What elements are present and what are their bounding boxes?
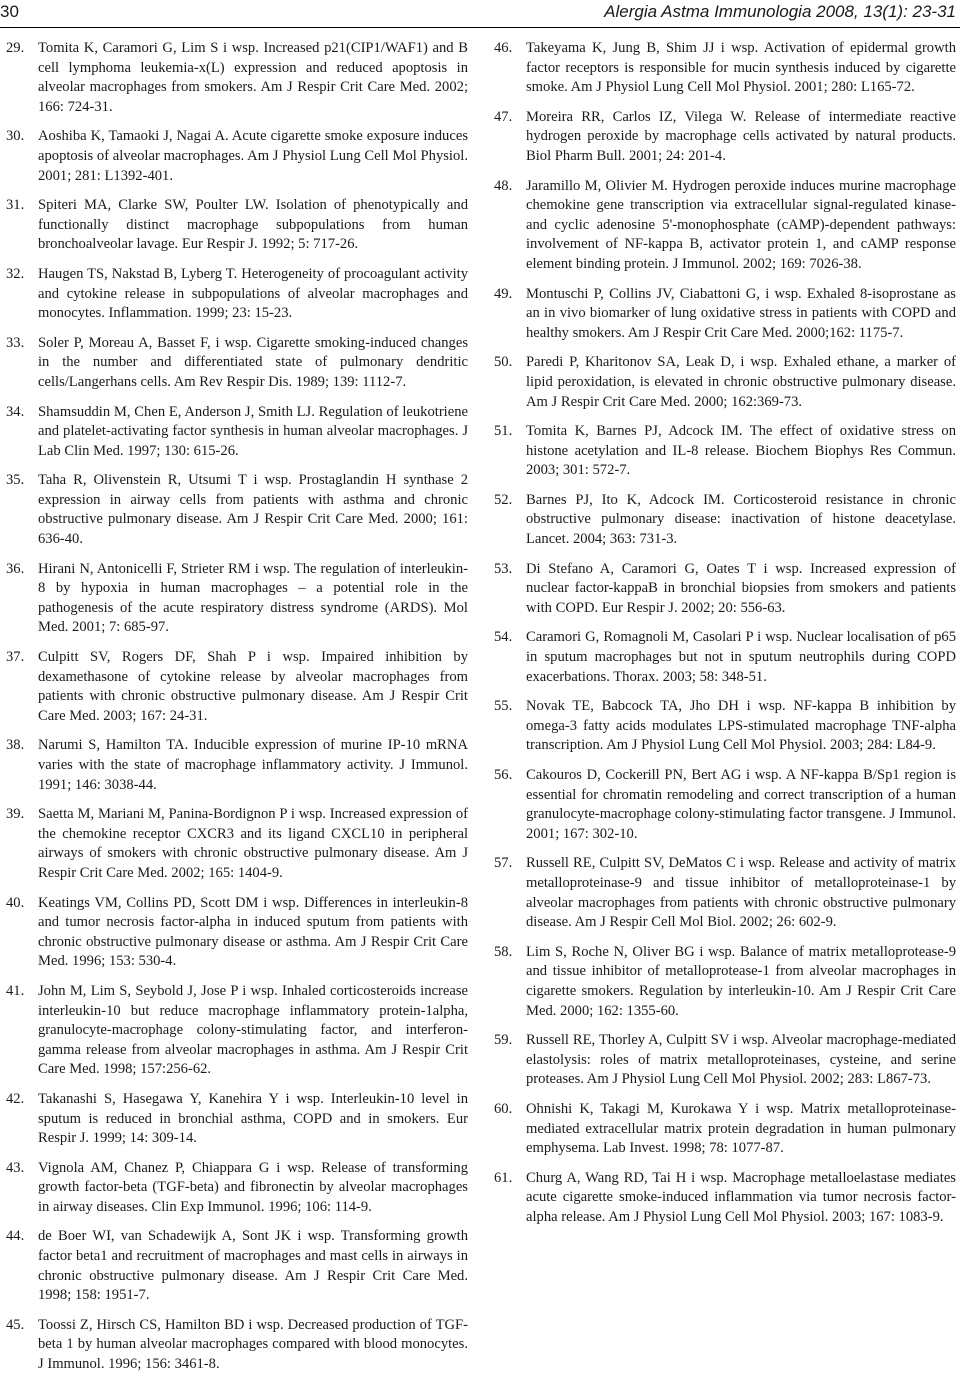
reference-item xyxy=(494,697,956,756)
reference-text: Tomita K, Barnes PJ, Adcock IM. The effect of oxidative stress on histone acetylation and IL-8 release. Biochem Biophys Res Commun. 2003; 301: 572-7. xyxy=(526,423,956,479)
reference-item xyxy=(6,560,468,638)
reference-item xyxy=(494,39,956,98)
reference-text: Russell RE, Thorley A, Culpitt SV i wsp. Alveolar macrophage-mediated elastolysis: roles of matrix metalloproteinases, cysteine, and serine proteases. Am J Physiol Lung Cell Mol Physiol. 2002; 283: L867-73. xyxy=(526,1032,956,1088)
reference-item xyxy=(6,805,468,883)
page-header xyxy=(0,0,960,30)
reference-number: 39. xyxy=(6,806,25,823)
reference-text: Jaramillo M, Olivier M. Hydrogen peroxide induces murine macrophage chemokine gene transcription via extracellular signal-regulated kinase- and cyclic adenosine 5'-monophosphate (cAMP)-dependent pathways: involvement of NF-kappa B, activator protein 1, and cAMP response element binding protein. J Immunol. 2002; 169: 7026-38. xyxy=(526,177,956,272)
reference-number: 32. xyxy=(6,265,25,282)
page-number: 30 xyxy=(0,2,19,21)
reference-number: 34. xyxy=(6,403,25,420)
reference-number: 54. xyxy=(494,629,513,646)
reference-text: Churg A, Wang RD, Tai H i wsp. Macrophage metalloelastase mediates acute cigarette smoke-induced inflammation via tumor necrosis factor-alpha release. Am J Physiol Lung Cell Mol Physiol. 2003; 167: 1083-9. xyxy=(526,1169,956,1225)
reference-number: 58. xyxy=(494,943,513,960)
reference-text: Di Stefano A, Caramori G, Oates T i wsp. Increased expression of nuclear factor-kappaB in bronchial biopsies from smokers and patients with COPD. Eur Respir J. 2002; 20: 556-63. xyxy=(526,560,956,616)
reference-item xyxy=(494,854,956,932)
reference-item xyxy=(6,1316,468,1375)
reference-text: Novak TE, Babcock TA, Jho DH i wsp. NF-kappa B inhibition by omega-3 fatty acids modulates LPS-stimulated macrophage TNF-alpha transcription. Am J Physiol Lung Cell Mol Physiol. 2003; 284: L84-9. xyxy=(526,698,956,754)
reference-item xyxy=(6,1090,468,1149)
reference-item xyxy=(494,766,956,844)
reference-item xyxy=(494,422,956,481)
reference-number: 37. xyxy=(6,649,25,666)
reference-item xyxy=(494,285,956,344)
reference-number: 36. xyxy=(6,560,25,577)
reference-number: 55. xyxy=(494,698,513,715)
reference-text: de Boer WI, van Schadewijk A, Sont JK i wsp. Transforming growth factor beta1 and recruitment of macrophages and mast cells in airways in chronic obstructive pulmonary disease. Am J Respir Crit Care Med. 1998; 158: 1951-7. xyxy=(38,1228,468,1304)
reference-number: 53. xyxy=(494,560,513,577)
reference-item xyxy=(494,943,956,1021)
reference-item xyxy=(6,1159,468,1218)
reference-text: Ohnishi K, Takagi M, Kurokawa Y i wsp. Matrix metalloproteinase-mediated extracellular matrix protein degradation in human pulmonary emphysema. Lab Invest. 1998; 78: 1077-87. xyxy=(526,1100,956,1157)
reference-text: Narumi S, Hamilton TA. Inducible expression of murine IP-10 mRNA varies with the state of macrophage inflammatory activity. J Immunol. 1991; 146: 3038-44. xyxy=(38,737,468,793)
references-right-column xyxy=(494,39,956,1237)
reference-item xyxy=(494,353,956,412)
reference-number: 44. xyxy=(6,1228,25,1245)
reference-number: 56. xyxy=(494,767,513,783)
reference-number: 59. xyxy=(494,1032,513,1049)
reference-number: 40. xyxy=(6,894,25,911)
reference-text: Lim S, Roche N, Oliver BG i wsp. Balance of matrix metalloprotease-9 and tissue inhibitor of metalloprotease-1 from alveolar macrophages in cigarette smokers. Regulation by interleukin-10. Am J Respir Crit Care Med. 2000; 162: 1355-60. xyxy=(526,943,956,1019)
reference-item xyxy=(6,127,468,186)
reference-text: John M, Lim S, Seybold J, Jose P i wsp. Inhaled corticosteroids increase interleukin-10 but reduce macrophage inflammatory protein-1alpha, granulocyte-macrophage colony-stimulating factor, and interferon-gamma release from alveolar macrophages in asthma. Am J Respir Crit Care Med. 1998; 157:256-62. xyxy=(38,982,468,1078)
reference-number: 33. xyxy=(6,334,25,351)
reference-number: 46. xyxy=(494,40,513,56)
reference-number: 52. xyxy=(494,491,513,508)
reference-item xyxy=(6,403,468,462)
reference-number: 31. xyxy=(6,197,25,214)
reference-item xyxy=(494,1169,956,1228)
reference-text: Montuschi P, Collins JV, Ciabattoni G, i wsp. Exhaled 8-isoprostane as an in vivo biomarker of lung oxidative stress in patients with COPD and healthy smokers. Am J Respir Crit Care Med. 2000;162: 1175-7. xyxy=(526,285,956,341)
reference-number: 38. xyxy=(6,737,25,754)
reference-item xyxy=(494,177,956,275)
reference-number: 47. xyxy=(494,108,513,125)
reference-item xyxy=(6,334,468,393)
reference-number: 41. xyxy=(6,982,25,999)
reference-text: Culpitt SV, Rogers DF, Shah P i wsp. Impaired inhibition by dexamethasone of cytokine release by alveolar macrophages from patients with chronic obstructive pulmonary disease. Am J Respir Crit Care Med. 2003; 167: 24-31. xyxy=(38,649,468,724)
reference-text: Saetta M, Mariani M, Panina-Bordignon P i wsp. Increased expression of the chemokine receptor CXCR3 and its ligand CXCL10 in peripheral airways of smokers with chronic obstructive pulmonary disease. Am J Respir Crit Care Med. 2002; 165: 1404-9. xyxy=(38,806,468,881)
reference-text: Paredi P, Kharitonov SA, Leak D, i wsp. Exhaled ethane, a marker of lipid peroxidation, is elevated in chronic obstructive pulmonary disease. Am J Respir Crit Care Med. 2000; 162:369-73. xyxy=(526,354,956,410)
reference-text: Shamsuddin M, Chen E, Anderson J, Smith LJ. Regulation of leukotriene and platelet-activating factor synthesis in human alveolar macrophages. J Lab Clin Med. 1997; 130: 615-26. xyxy=(38,403,468,459)
reference-number: 29. xyxy=(6,40,25,56)
reference-item xyxy=(494,628,956,687)
reference-item xyxy=(6,982,468,1080)
reference-item xyxy=(6,894,468,972)
reference-number: 61. xyxy=(494,1169,513,1186)
reference-number: 45. xyxy=(6,1316,25,1333)
reference-text: Russell RE, Culpitt SV, DeMatos C i wsp. Release and activity of matrix metalloproteinase-9 and tissue inhibitor of metalloproteinase-1 by alveolar macrophages from patients with chronic obstructive pulmonary disease. Am J Respir Cell Mol Biol. 2002; 26: 602-9. xyxy=(526,855,956,931)
reference-text: Keatings VM, Collins PD, Scott DM i wsp. Differences in interleukin-8 and tumor necrosis factor-alpha in induced sputum from patients with chronic obstructive pulmonary disease or asthma. Am J Respir Crit Care Med. 1996; 153: 530-4. xyxy=(38,894,468,970)
reference-text: Cakouros D, Cockerill PN, Bert AG i wsp. A NF-kappa B/Sp1 region is essential for chromatin remodeling and correct transcription of a human granulocyte-macrophage colony-stimulating factor transgene. J Immunol. 2001; 167: 302-10. xyxy=(526,767,956,842)
reference-item xyxy=(6,736,468,795)
reference-number: 57. xyxy=(494,855,513,872)
reference-text: Hirani N, Antonicelli F, Strieter RM i wsp. The regulation of interleukin-8 by hypoxia in human macrophages – a potential role in the pathogenesis of the acute respiratory distress syndrome (ARDS). Mol Med. 2001; 7: 685-97. xyxy=(38,560,468,636)
reference-text: Soler P, Moreau A, Basset F, i wsp. Cigarette smoking-induced changes in the number and differentiated state of pulmonary dendritic cells/Langerhans cells. Am Rev Respir Dis. 1989; 139: 1112-7. xyxy=(38,334,468,390)
reference-item xyxy=(494,108,956,167)
reference-item xyxy=(6,471,468,549)
reference-number: 43. xyxy=(6,1159,25,1176)
reference-text: Caramori G, Romagnoli M, Casolari P i wsp. Nuclear localisation of p65 in sputum macrophages but not in sputum neutrophils during COPD exacerbations. Thorax. 2003; 58: 348-51. xyxy=(526,629,956,685)
reference-text: Barnes PJ, Ito K, Adcock IM. Corticosteroid resistance in chronic obstructive pulmonary disease: inactivation of histone deacetylase. Lancet. 2004; 363: 731-3. xyxy=(526,491,956,548)
reference-text: Takeyama K, Jung B, Shim JJ i wsp. Activation of epidermal growth factor receptors is responsible for mucin synthesis induced by cigarette smoke. Am J Physiol Lung Cell Mol Physiol. 2001; 280: L165-72. xyxy=(526,40,956,96)
reference-text: Haugen TS, Nakstad B, Lyberg T. Heterogeneity of procoagulant activity and cytokine release in subpopulations of alveolar macrophages and monocytes. Inflammation. 1999; 23: 15-23. xyxy=(38,265,468,322)
reference-number: 50. xyxy=(494,354,513,371)
reference-number: 30. xyxy=(6,128,25,145)
header-rule xyxy=(0,27,960,28)
reference-text: Toossi Z, Hirsch CS, Hamilton BD i wsp. Decreased production of TGF-beta 1 by human alveolar macrophages compared with blood monocytes. J Immunol. 1996; 156: 3461-8. xyxy=(38,1316,468,1373)
reference-number: 48. xyxy=(494,177,513,194)
reference-text: Tomita K, Caramori G, Lim S i wsp. Increased p21(CIP1/WAF1) and B cell lymphoma leukemia-x(L) expression and reduced apoptosis in alveolar macrophages from smokers. Am J Respir Crit Care Med. 2002; 166: 724-31. xyxy=(38,40,468,115)
reference-text: Takanashi S, Hasegawa Y, Kanehira Y i wsp. Interleukin-10 level in sputum is reduced in bronchial asthma, COPD and in smokers. Eur Respir J. 1999; 14: 309-14. xyxy=(38,1090,468,1147)
reference-item xyxy=(494,1031,956,1090)
reference-item xyxy=(494,1100,956,1159)
reference-number: 42. xyxy=(6,1090,25,1107)
reference-item xyxy=(494,560,956,619)
reference-text: Aoshiba K, Tamaoki J, Nagai A. Acute cigarette smoke exposure induces apoptosis of alveolar macrophages. Am J Physiol Lung Cell Mol Physiol. 2001; 281: L1392-401. xyxy=(38,128,468,184)
reference-text: Taha R, Olivenstein R, Utsumi T i wsp. Prostaglandin H synthase 2 expression in airway cells from patients with asthma and chronic obstructive pulmonary disease. Am J Respir Crit Care Med. 2000; 161: 636-40. xyxy=(38,472,468,548)
reference-number: 35. xyxy=(6,472,25,489)
journal-running-title: Alergia Astma Immunologia 2008, 13(1): 23-31 xyxy=(604,2,956,21)
reference-text: Moreira RR, Carlos IZ, Vilega W. Release of intermediate reactive hydrogen peroxide by macrophage cells activated by natural products. Biol Pharm Bull. 2001; 24: 201-4. xyxy=(526,108,956,164)
reference-item xyxy=(6,1227,468,1305)
reference-text: Vignola AM, Chanez P, Chiappara G i wsp. Release of transforming growth factor-beta (TGF-beta) and fibronectin by alveolar macrophages in airway diseases. Clin Exp Immunol. 1996; 106: 114-9. xyxy=(38,1159,468,1215)
reference-item xyxy=(6,648,468,726)
reference-number: 51. xyxy=(494,423,513,440)
reference-item xyxy=(6,196,468,255)
reference-text: Spiteri MA, Clarke SW, Poulter LW. Isolation of phenotypically and functionally distinct macrophage subpopulations from human bronchoalveolar lavage. Eur Respir J. 1992; 5: 717-26. xyxy=(38,197,468,253)
references-left-column xyxy=(6,39,468,1385)
reference-item xyxy=(494,491,956,550)
reference-item xyxy=(6,39,468,117)
reference-item xyxy=(6,265,468,324)
reference-number: 60. xyxy=(494,1100,513,1117)
reference-number: 49. xyxy=(494,285,513,302)
